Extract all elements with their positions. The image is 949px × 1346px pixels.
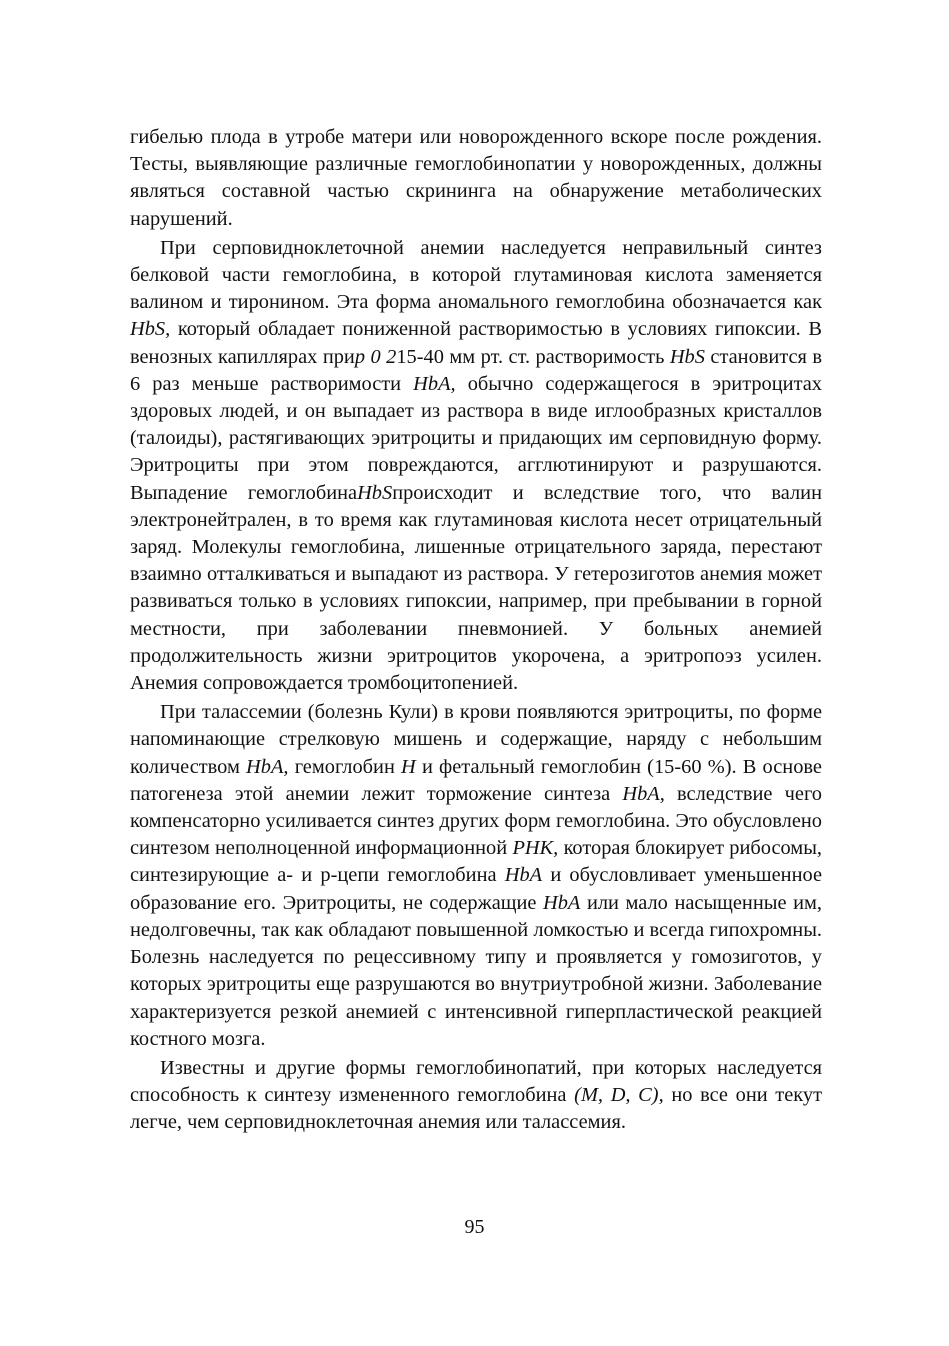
text-run: вследствие чего компенсаторно усиливается синтез других форм гемоглобина. Это обусловлено синтезом неполноценной информационной [130,782,822,860]
text-run: гибелью плода в утробе матери или новорожденного вскоре после рождения. Тесты, выявляющие различные гемоглобинопатии у новорожденных, должны являться составной частью скрининга на обнаружение метаболических нарушений. [130,126,822,230]
text-run: который обладает пониженной растворимостью в условиях гипоксии. В венозных капиллярах при [130,318,822,368]
italic-term: HbA, [622,782,665,805]
page-number: 95 [464,1216,485,1238]
italic-term: РНК, [512,837,559,860]
paragraph-3 [130,699,822,1053]
italic-term: HbS, [130,318,171,341]
italic-term: HbA, [246,755,289,778]
italic-term: HbA, [413,372,456,395]
text-run: но все они текут легче, чем серповидноклеточная анемия или талассемия. [130,1084,822,1134]
italic-term: HbA [542,891,581,914]
text-run: которая блокирует рибосомы, синтезирующие а- и р-цепи гемоглобина [130,837,823,887]
paragraph-2 [130,235,822,697]
italic-term: р 0 2 [354,345,397,368]
text-run: происходит и вследствие того, что валин электронейтрален, в то время как глутаминовая кислота несет отрицательный заряд. Молекулы гемоглобина, лишенные отрицательного заряда, перестают взаимно отталкиваться и выпадают из раствора. У гетерозиготов анемия может развиваться только в условиях гипоксии, например, при пребывании в горной местности, при заболевании пневмонией. У больных анемией продолжительность жизни эритроцитов укорочена, а эритропоэз усилен. Анемия сопровождается тромбоцитопенией. [130,481,822,695]
text-run: становится в 6 раз меньше растворимости [130,345,822,395]
paragraph-4 [130,1055,822,1137]
text-run: Известны и другие формы гемоглобинопатий, при которых наследуется способность к синтезу измененного гемоглобина [130,1056,822,1107]
italic-term: HbS [357,481,393,504]
text-run: обычно содержащегося в эритроцитах здоровых людей, и он выпадает из раствора в виде иглообразных кристаллов (талоиды), растягивающих эритроциты и придающих им серповидную форму. Эритроциты при этом повреждаются, агглютинируют и разрушаются. Выпадение гемоглобина [130,372,822,504]
paragraph-1 [130,124,822,233]
italic-term: HbA [504,864,543,887]
text-run: и обусловливает уменьшенное образование его. Эритроциты, не содержащие [130,864,822,914]
italic-term: Н [401,755,416,778]
text-run: и фетальный гемоглобин (15-60 %). В основе патогенеза этой анемии лежит торможение синтеза [130,755,822,805]
text-run: гемоглобин [288,755,402,778]
text-run: 15-40 мм рт. ст. растворимость [396,345,670,368]
page-body [130,124,822,1139]
italic-term: HbS [669,345,705,368]
text-run: При серповидноклеточной анемии наследуется неправильный синтез белковой части гемоглобина, в которой глутаминовая кислота заменяется валином и тиронином. Эта форма аномального гемоглобина обозначается как [130,236,822,314]
text-run: или мало насыщенные им, недолговечны, так как обладают повышенной ломкостью и всегда гипохромны. Болезнь наследуется по рецессивному типу и проявляется у гомозиготов, у которых эритроциты еще разрушаются во внутриутробной жизни. Заболевание характеризуется резкой анемией с интенсивной гиперпластической реакцией костного мозга. [130,891,822,1050]
italic-term: (М, D, С), [574,1084,664,1107]
text-run: При талассемии (болезнь Кули) в крови появляются эритроциты, по форме напоминающие стрелковую мишень и содержащие, наряду с небольшим количеством [130,701,822,778]
